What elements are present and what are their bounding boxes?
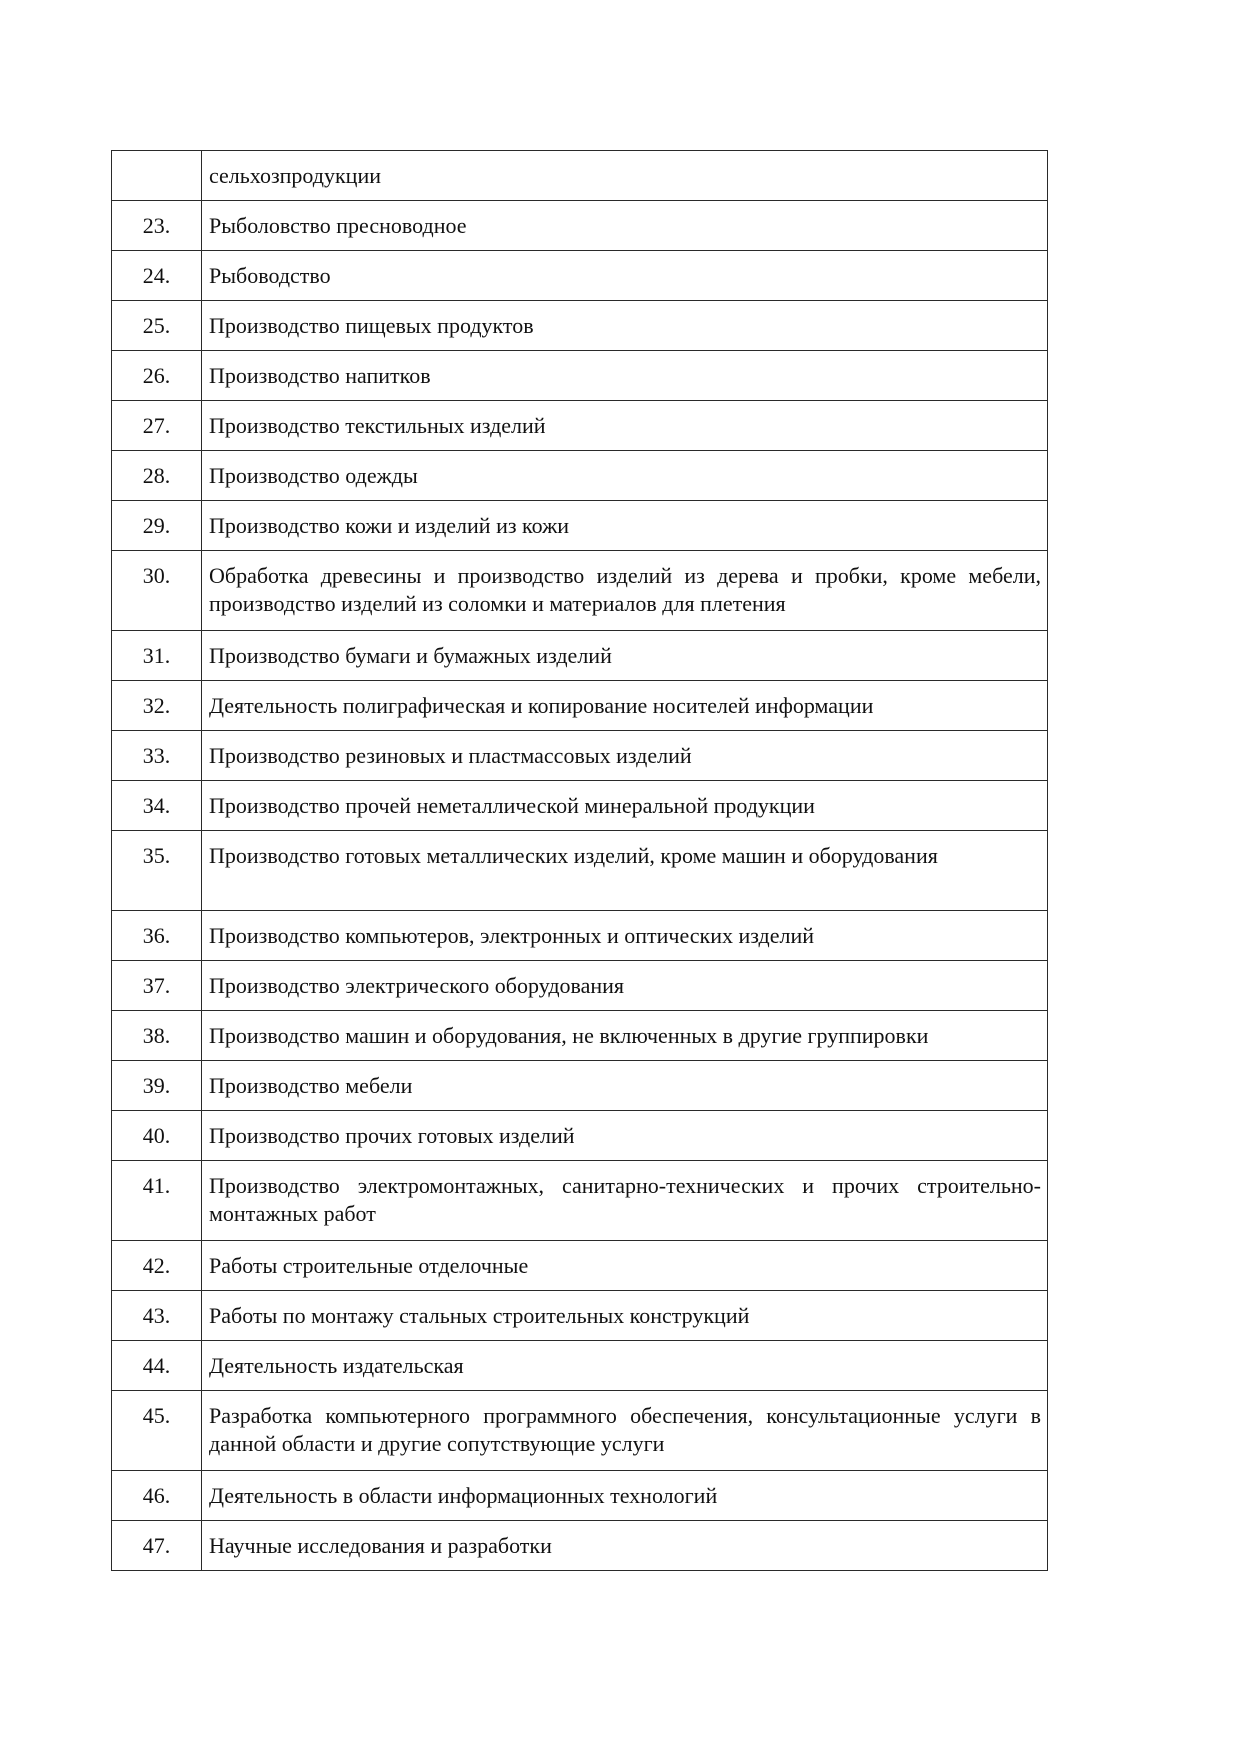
activity-name: Производство одежды bbox=[202, 451, 1048, 501]
table-row bbox=[112, 301, 1048, 351]
row-number: 35. bbox=[112, 831, 202, 911]
activity-name: Производство электромонтажных, санитарно-технических и прочих строительно-монтажных работ bbox=[202, 1161, 1048, 1241]
row-number: 24. bbox=[112, 251, 202, 301]
activity-name: Деятельность издательская bbox=[202, 1341, 1048, 1391]
table-row bbox=[112, 1161, 1048, 1241]
activity-name: Производство электрического оборудования bbox=[202, 961, 1048, 1011]
table-row bbox=[112, 961, 1048, 1011]
table-row bbox=[112, 1291, 1048, 1341]
row-number: 36. bbox=[112, 911, 202, 961]
activity-name: Работы строительные отделочные bbox=[202, 1241, 1048, 1291]
row-number: 42. bbox=[112, 1241, 202, 1291]
table-row bbox=[112, 1111, 1048, 1161]
activity-name: Обработка древесины и производство изделий из дерева и пробки, кроме мебели, производство изделий из соломки и материалов для плетения bbox=[202, 551, 1048, 631]
activity-name: Рыбоводство bbox=[202, 251, 1048, 301]
activity-name: Производство кожи и изделий из кожи bbox=[202, 501, 1048, 551]
row-number: 34. bbox=[112, 781, 202, 831]
row-number: 29. bbox=[112, 501, 202, 551]
row-number: 46. bbox=[112, 1471, 202, 1521]
table-row bbox=[112, 831, 1048, 911]
row-number: 31. bbox=[112, 631, 202, 681]
activity-name: Производство прочей неметаллической минеральной продукции bbox=[202, 781, 1048, 831]
row-number: 23. bbox=[112, 201, 202, 251]
activity-name: Научные исследования и разработки bbox=[202, 1521, 1048, 1571]
table-row bbox=[112, 501, 1048, 551]
row-number: 27. bbox=[112, 401, 202, 451]
table-row bbox=[112, 551, 1048, 631]
activity-name: Производство бумаги и бумажных изделий bbox=[202, 631, 1048, 681]
activity-name: Производство мебели bbox=[202, 1061, 1048, 1111]
table-row bbox=[112, 1471, 1048, 1521]
table-row bbox=[112, 451, 1048, 501]
row-number: 39. bbox=[112, 1061, 202, 1111]
table-row bbox=[112, 1011, 1048, 1061]
row-number: 43. bbox=[112, 1291, 202, 1341]
table-row bbox=[112, 911, 1048, 961]
activity-name: Деятельность в области информационных технологий bbox=[202, 1471, 1048, 1521]
activity-name: Работы по монтажу стальных строительных конструкций bbox=[202, 1291, 1048, 1341]
activity-name: Производство компьютеров, электронных и оптических изделий bbox=[202, 911, 1048, 961]
row-number: 44. bbox=[112, 1341, 202, 1391]
row-number: 32. bbox=[112, 681, 202, 731]
table-row bbox=[112, 681, 1048, 731]
table-row bbox=[112, 401, 1048, 451]
row-number: 40. bbox=[112, 1111, 202, 1161]
activity-name: Производство прочих готовых изделий bbox=[202, 1111, 1048, 1161]
activity-name: Деятельность полиграфическая и копирование носителей информации bbox=[202, 681, 1048, 731]
row-number: 38. bbox=[112, 1011, 202, 1061]
table-row bbox=[112, 1061, 1048, 1111]
row-number: 33. bbox=[112, 731, 202, 781]
activity-name: Производство готовых металлических изделий, кроме машин и оборудования bbox=[202, 831, 1048, 911]
table-row bbox=[112, 631, 1048, 681]
table-row bbox=[112, 1391, 1048, 1471]
activity-name: Производство напитков bbox=[202, 351, 1048, 401]
activity-name: сельхозпродукции bbox=[202, 151, 1048, 201]
row-number: 28. bbox=[112, 451, 202, 501]
row-number: 47. bbox=[112, 1521, 202, 1571]
activity-name: Производство текстильных изделий bbox=[202, 401, 1048, 451]
table-row bbox=[112, 251, 1048, 301]
activity-name: Производство пищевых продуктов bbox=[202, 301, 1048, 351]
activity-name: Разработка компьютерного программного обеспечения, консультационные услуги в данной области и другие сопутствующие услуги bbox=[202, 1391, 1048, 1471]
table-row bbox=[112, 1521, 1048, 1571]
activities-table bbox=[111, 150, 1048, 1571]
row-number: 26. bbox=[112, 351, 202, 401]
table-row bbox=[112, 351, 1048, 401]
table-row bbox=[112, 1341, 1048, 1391]
activities-table-body bbox=[112, 151, 1048, 1571]
activity-name: Производство резиновых и пластмассовых изделий bbox=[202, 731, 1048, 781]
table-row bbox=[112, 731, 1048, 781]
activity-name: Рыболовство пресноводное bbox=[202, 201, 1048, 251]
row-number: 25. bbox=[112, 301, 202, 351]
table-row bbox=[112, 151, 1048, 201]
row-number: 37. bbox=[112, 961, 202, 1011]
table-row bbox=[112, 1241, 1048, 1291]
row-number: 41. bbox=[112, 1161, 202, 1241]
row-number bbox=[112, 151, 202, 201]
row-number: 30. bbox=[112, 551, 202, 631]
table-row bbox=[112, 781, 1048, 831]
activity-name: Производство машин и оборудования, не включенных в другие группировки bbox=[202, 1011, 1048, 1061]
row-number: 45. bbox=[112, 1391, 202, 1471]
table-row bbox=[112, 201, 1048, 251]
